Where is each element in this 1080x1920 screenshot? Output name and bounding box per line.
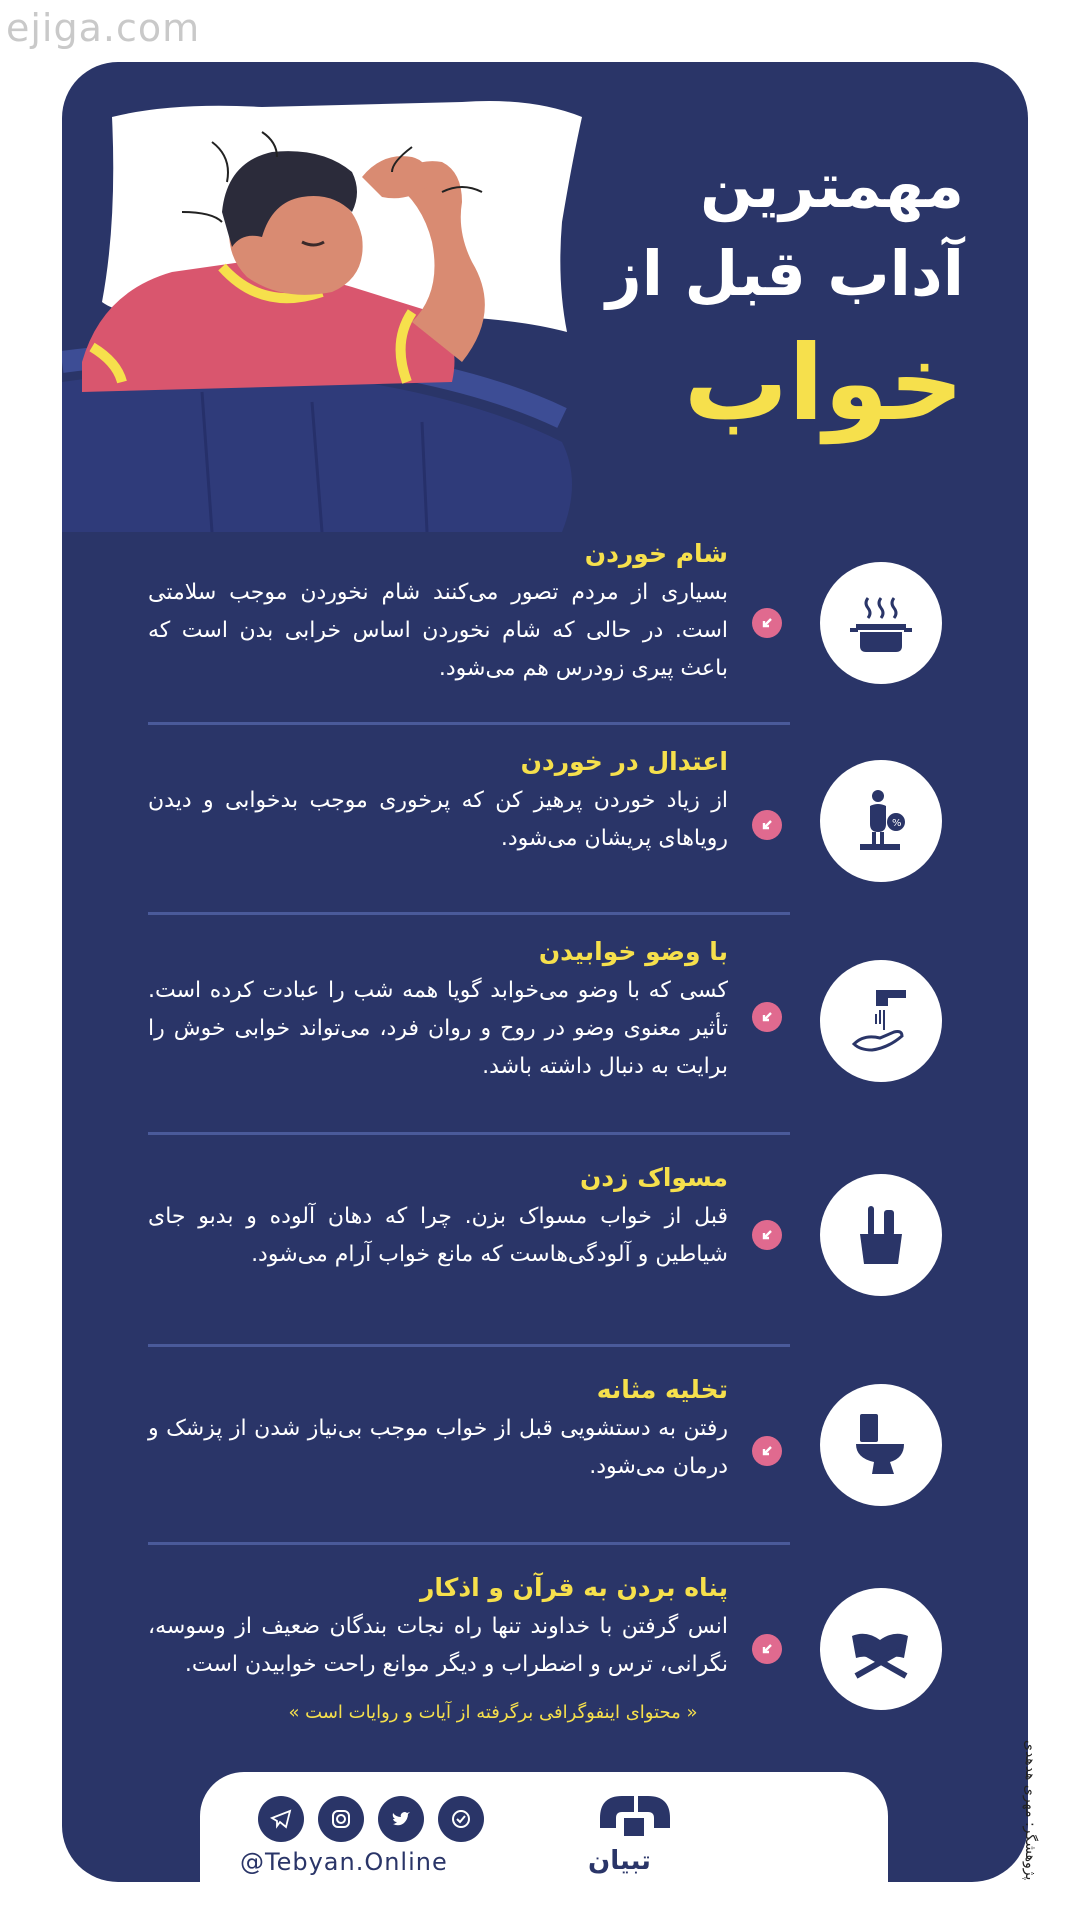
quran-stand-icon [820, 1588, 942, 1710]
list-item-text [148, 1370, 728, 1486]
bullet-arrow-icon [752, 1634, 782, 1664]
title-line-1: مهمترین [700, 149, 964, 222]
social-icons [258, 1796, 484, 1842]
divider [148, 1132, 790, 1135]
item-body: کسی که با وضو می‌خوابد گویا همه شب را عبادت کرده است. تأثیر معنوی وضو در روح و روان فرد، می‌تواند خوابی خوش را برایت به دنبال داشته باشد. [148, 978, 728, 1079]
weight-scale-icon [820, 760, 942, 882]
footer [200, 1772, 888, 1882]
divider [148, 722, 790, 725]
bullet-arrow-icon [752, 1220, 782, 1250]
researcher-credit: پژوهشگر: مهری هدهدی [1022, 1740, 1038, 1881]
list-item-text [148, 742, 728, 858]
list-item-text [148, 932, 728, 1086]
check-icon[interactable] [438, 1796, 484, 1842]
divider [148, 1344, 790, 1347]
social-handle[interactable]: @Tebyan.Online [240, 1848, 448, 1876]
list-item-text [148, 534, 728, 688]
item-heading: با وضو خوابیدن [538, 937, 728, 966]
source-note: « محتوای اینفوگرافی برگرفته از آیات و روایات است » [288, 1702, 698, 1723]
item-body: قبل از خواب مسواک بزن. چرا که دهان آلوده و بدبو جای شیاطین و آلودگی‌هاست که مانع خواب آرام می‌شود. [148, 1204, 728, 1267]
title-line-2: آداب قبل از [606, 237, 964, 310]
infographic-card [62, 62, 1028, 1882]
bullet-arrow-icon [752, 1436, 782, 1466]
instagram-icon[interactable] [318, 1796, 364, 1842]
list-item-text [148, 1568, 728, 1684]
bullet-arrow-icon [752, 608, 782, 638]
item-body: بسیاری از مردم تصور می‌کنند شام نخوردن موجب سلامتی است. در حالی که شام نخوردن اساس خرابی بدن است که باعث پیری زودرس هم می‌شود. [148, 580, 728, 681]
telegram-icon[interactable] [258, 1796, 304, 1842]
title-block [606, 142, 964, 448]
pot-icon [820, 562, 942, 684]
item-heading: مسواک زدن [579, 1163, 728, 1192]
watermark: ejiga.com [6, 6, 201, 50]
toilet-icon [820, 1384, 942, 1506]
divider [148, 1542, 790, 1545]
item-body: انس گرفتن با خداوند تنها راه نجات بندگان ضعیف از وسوسه، نگرانی، ترس و اضطراب و دیگر موانع راحت خوابیدن است. [148, 1614, 728, 1677]
bullet-arrow-icon [752, 810, 782, 840]
item-heading: تخلیه مثانه [596, 1375, 728, 1404]
item-heading: شام خوردن [584, 539, 728, 568]
bullet-arrow-icon [752, 1002, 782, 1032]
svg-text:%: % [892, 818, 902, 829]
twitter-icon[interactable] [378, 1796, 424, 1842]
item-heading: اعتدال در خوردن [520, 747, 728, 776]
divider [148, 912, 790, 915]
ablution-tap-icon [820, 960, 942, 1082]
item-body: رفتن به دستشویی قبل از خواب موجب بی‌نیاز شدن از پزشک و درمان می‌شود. [148, 1416, 728, 1479]
list-item-text [148, 1158, 728, 1274]
item-body: از زیاد خوردن پرهیز کن که پرخوری موجب بدخوابی و دیدن رویاهای پریشان می‌شود. [148, 788, 728, 851]
item-heading: پناه بردن به قرآن و اذکار [420, 1573, 728, 1602]
tebyan-logo-text: تبیان [588, 1846, 651, 1876]
title-line-3: خواب [683, 322, 964, 444]
toothbrush-cup-icon [820, 1174, 942, 1296]
